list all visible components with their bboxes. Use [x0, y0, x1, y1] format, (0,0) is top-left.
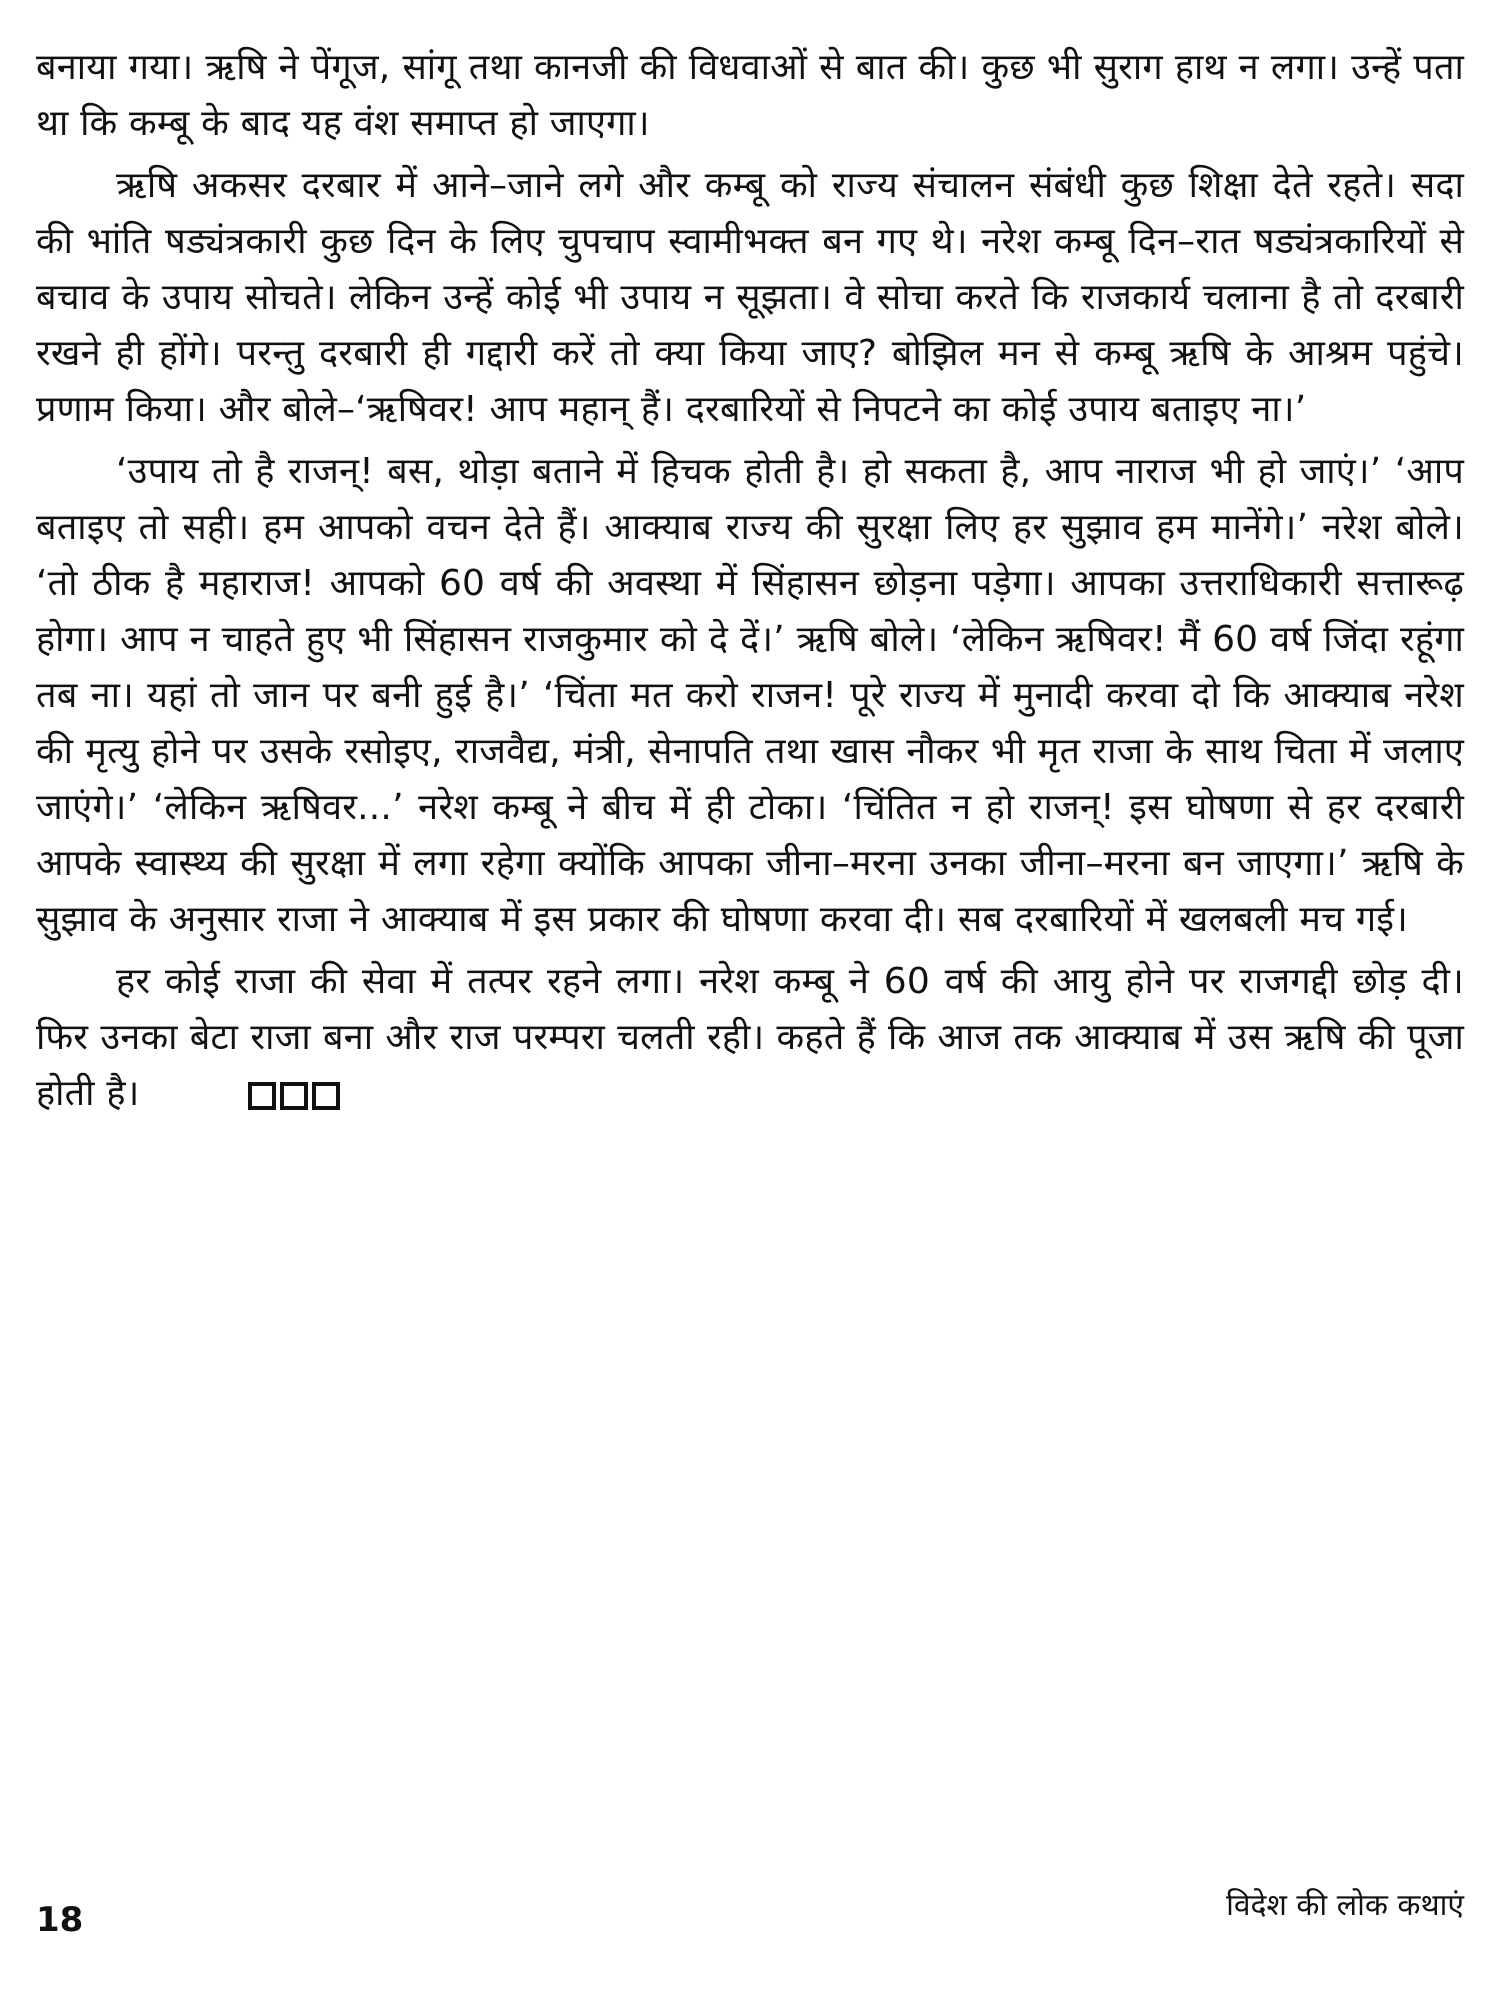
page-body — [36, 40, 1464, 1840]
book-title: विदेश की लोक कथाएं — [1226, 1888, 1464, 1923]
end-box-3 — [312, 1082, 340, 1110]
end-of-story-marks — [164, 1067, 340, 1123]
end-box-2 — [280, 1082, 308, 1110]
paragraph-1: बनाया गया। ऋषि ने पेंगूज, सांगू तथा कानजी की विधवाओं से बात की। कुछ भी सुराग हाथ न लगा। उन्हें पता था कि कम्बू के बाद यह वंश समाप्त हो जाएगा। — [36, 47, 1464, 144]
page-number: 18 — [36, 1900, 84, 1940]
paragraph-2: ऋषि अकसर दरबार में आने–जाने लगे और कम्बू को राज्य संचालन संबंधी कुछ शिक्षा देते रहते। सदा की भांति षड्यंत्रकारी कुछ दिन के लिए चुपचाप स्वामीभक्त बन गए थे। नरेश कम्बू दिन–रात षड्यंत्रकारियों से बचाव के उपाय सोचते। लेकिन उन्हें कोई भी उपाय न सूझता। वे सोचा करते कि राजकार्य चलाना है तो दरबारी रखने ही होंगे। परन्तु दरबारी ही गद्दारी करें तो क्या किया जाए? बोझिल मन से कम्बू ऋषि के आश्रम पहुंचे। प्रणाम किया। और बोले–‘ऋषिवर! आप महान् हैं। दरबारियों से निपटने का कोई उपाय बताइए ना।’ — [36, 165, 1464, 430]
paragraph-3: ‘उपाय तो है राजन्! बस, थोड़ा बताने में हिचक होती है। हो सकता है, आप नाराज भी हो जाएं।’ ‘आप बताइए तो सही। हम आपको वचन देते हैं। आक्याब राज्य की सुरक्षा लिए हर सुझाव हम मानेंगे।’ नरेश बोले। ‘तो ठीक है महाराज! आपको 60 वर्ष की अवस्था में सिंहासन छोड़ना पड़ेगा। आपका उत्तराधिकारी सत्तारूढ़ होगा। आप न चाहते हुए भी सिंहासन राजकुमार को दे दें।’ ऋषि बोले। ‘लेकिन ऋषिवर! मैं 60 वर्ष जिंदा रहूंगा तब ना। यहां तो जान पर बनी हुई है।’ ‘चिंता मत करो राजन! पूरे राज्य में मुनादी करवा दो कि आक्याब नरेश की मृत्यु होने पर उसके रसोइए, राजवैद्य, मंत्री, सेनापति तथा खास नौकर भी मृत राजा के साथ चिता में जलाए जाएंगे।’ ‘लेकिन ऋषिवर...’ नरेश कम्बू ने बीच में ही टोका। ‘चिंतित न हो राजन्! इस घोषणा से हर दरबारी आपके स्वास्थ्य की सुरक्षा में लगा रहेगा क्योंकि आपका जीना–मरना उनका जीना–मरना बन जाएगा।’ ऋषि के सुझाव के अनुसार राजा ने आक्याब में इस प्रकार की घोषणा करवा दी। सब दरबारियों में खलबली मच गई। — [36, 451, 1464, 940]
paragraph-4 — [36, 954, 1464, 1123]
paragraph-4-text: हर कोई राजा की सेवा में तत्पर रहने लगा। नरेश कम्बू ने 60 वर्ष की आयु होने पर राजगद्दी छोड़ दी। फिर उनका बेटा राजा बना और राज परम्परा चलती रही। कहते हैं कि आज तक आक्याब में उस ऋषि की पूजा होती है। — [36, 961, 1464, 1114]
end-box-1 — [248, 1082, 276, 1110]
